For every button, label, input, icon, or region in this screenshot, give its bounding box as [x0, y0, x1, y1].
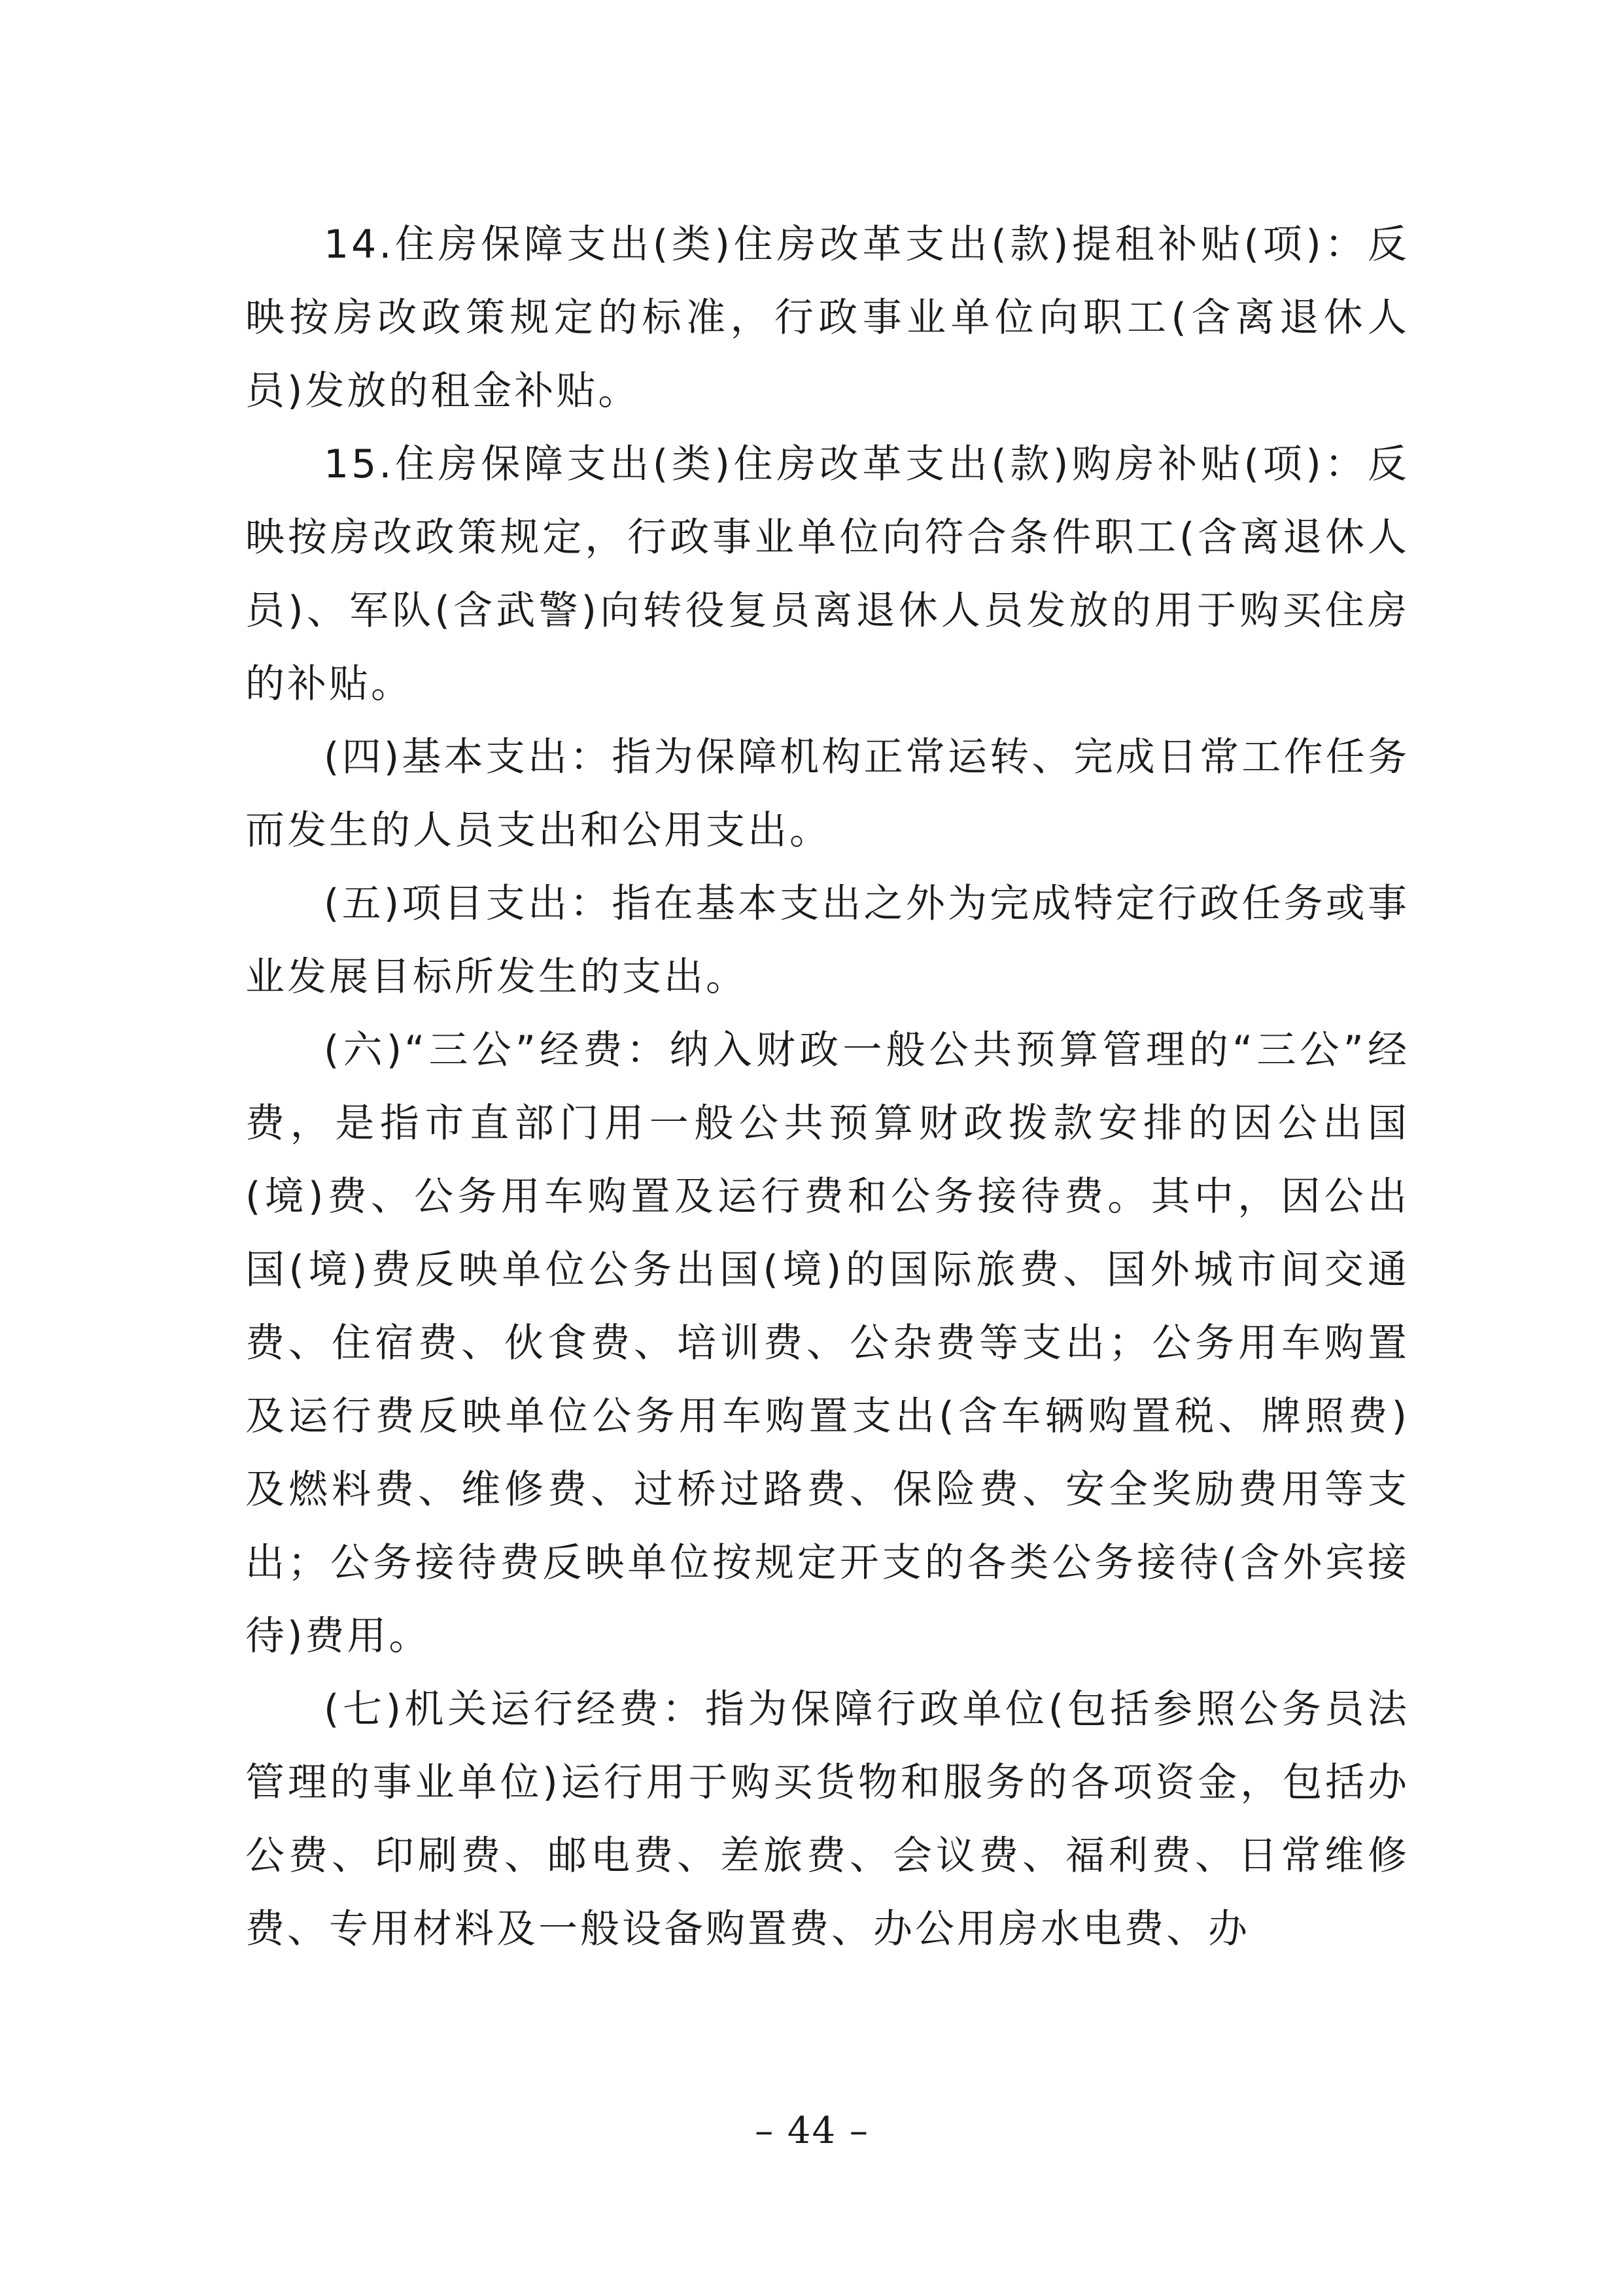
paragraph-item-14-rent-subsidy: 14.住房保障支出(类)住房改革支出(款)提租补贴(项)：反映按房改政策规定的标准，行政事业单位向职工(含离退休人员)发放的租金补贴。 [245, 222, 1409, 414]
paragraph-three-public-expenses: (六)“三公”经费：纳入财政一般公共预算管理的“三公”经费，是指市直部门用一般公共预算财政拨款安排的因公出国(境)费、公务用车购置及运行费和公务接待费。其中，因公出国(境)费反映单位公务出国(境)的国际旅费、国外城市间交通费、住宿费、伙食费、培训费、公杂费等支出；公务用车购置及运行费反映单位公务用车购置支出(含车辆购置税、牌照费)及燃料费、维修费、过桥过路费、保险费、安全奖励费用等支出；公务接待费反映单位按规定开支的各类公务接待(含外宾接待)费用。 [245, 1027, 1409, 1659]
paragraph-project-expenditure: (五)项目支出：指在基本支出之外为完成特定行政任务或事业发展目标所发生的支出。 [245, 881, 1409, 1000]
document-body [245, 208, 1409, 1966]
paragraph-agency-operating-expenses: (七)机关运行经费：指为保障行政单位(包括参照公务员法管理的事业单位)运行用于购买货物和服务的各项资金，包括办公费、印刷费、邮电费、差旅费、会议费、福利费、日常维修费、专用材料及一般设备购置费、办公用房水电费、办 [245, 1687, 1409, 1952]
page-number: – 44 – [755, 2110, 869, 2152]
paragraph-item-15-housing-purchase-subsidy: 15.住房保障支出(类)住房改革支出(款)购房补贴(项)：反映按房改政策规定，行政事业单位向符合条件职工(含离退休人员)、军队(含武警)向转役复员离退休人员发放的用于购买住房的补贴。 [245, 441, 1409, 707]
paragraph-basic-expenditure: (四)基本支出：指为保障机构正常运转、完成日常工作任务而发生的人员支出和公用支出。 [245, 734, 1409, 853]
